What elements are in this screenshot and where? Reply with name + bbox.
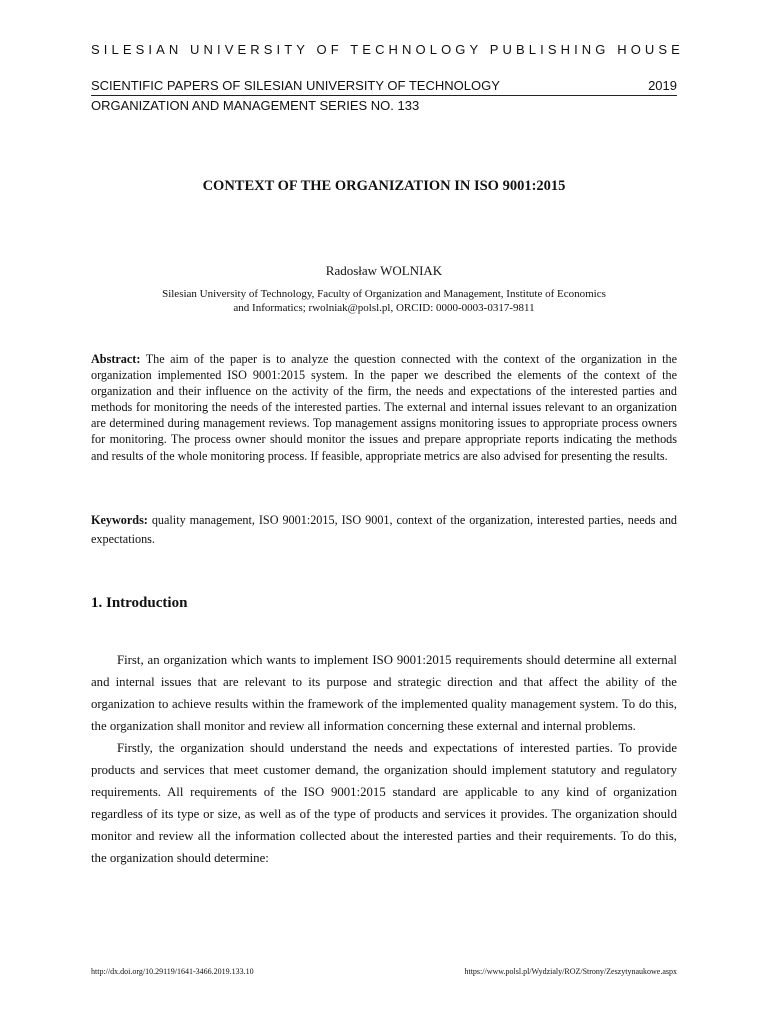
- paper-title: CONTEXT OF THE ORGANIZATION IN ISO 9001:2015: [202, 178, 566, 194]
- journal-title: SCIENTIFIC PAPERS OF SILESIAN UNIVERSITY OF TECHNOLOGY: [91, 78, 500, 93]
- journal-year: 2019: [648, 78, 677, 93]
- keywords-text: quality management, ISO 9001:2015, ISO 9001, context of the organization, interested parties, needs and expectations.: [91, 513, 678, 546]
- abstract-label: Abstract:: [91, 352, 141, 366]
- section-heading: 1. Introduction: [91, 595, 188, 611]
- journal-url-link[interactable]: https://www.polsl.pl/Wydzialy/ROZ/Strony/Zeszytynaukowe.aspx: [464, 967, 677, 976]
- author-affiliation: [91, 287, 677, 315]
- section-body: [91, 649, 677, 869]
- body-paragraph: Firstly, the organization should understand the needs and expectations of interested parties. To provide products and services that meet customer demand, the organization should implement statutory and regulatory requirements. All requirements of the ISO 9001:2015 standard are applicable to any kind of organization regardless of its type or size, as well as of the type of products and services it provides. The organization should monitor and review all the information collected about the interested parties and their requirements. To do this, the organization should determine:: [91, 741, 677, 865]
- affiliation-line-2: and Informatics; rwolniak@polsl.pl, ORCID: 0000-0003-0317-9811: [233, 302, 535, 314]
- journal-title-row: [91, 77, 677, 96]
- paper-author: Radosław WOLNIAK: [325, 263, 443, 278]
- page-footer: [91, 967, 677, 976]
- paper-page: [91, 0, 684, 1024]
- abstract: [91, 351, 677, 464]
- abstract-text: The aim of the paper is to analyze the question connected with the context of the organization in the organization implemented ISO 9001:2015 system. In the paper we described the elements of the context of the organization and their influence on the activity of the firm, the needs and expectations of the interested parties and methods for monitoring the needs of the interested parties. The external and internal issues relevant to an organization are determined during management reviews. Top management assigns monitoring issues to appropriate process owners for monitoring. The process owner should monitor the issues and prepare appropriate reports indicating the methods and results of the whole monitoring process. If feasible, appropriate metrics are also advised for presenting the results.: [91, 352, 677, 463]
- body-paragraph: First, an organization which wants to implement ISO 9001:2015 requirements should determine all external and internal issues that are relevant to its purpose and strategic direction and that affect the ability of the organization to achieve results within the framework of the implemented quality management system. To do this, the organization shall monitor and review all information concerning these external and internal problems.: [91, 653, 677, 733]
- keywords: [91, 511, 677, 548]
- journal-header: [91, 77, 677, 114]
- publisher-name: SILESIAN UNIVERSITY OF TECHNOLOGY PUBLISHING HOUSE: [91, 42, 684, 57]
- doi-link[interactable]: http://dx.doi.org/10.29119/1641-3466.2019.133.10: [91, 967, 254, 976]
- keywords-label: Keywords:: [91, 513, 148, 527]
- journal-series: ORGANIZATION AND MANAGEMENT SERIES NO. 133: [91, 98, 420, 113]
- affiliation-line-1: Silesian University of Technology, Faculty of Organization and Management, Institute of Economics: [162, 288, 606, 300]
